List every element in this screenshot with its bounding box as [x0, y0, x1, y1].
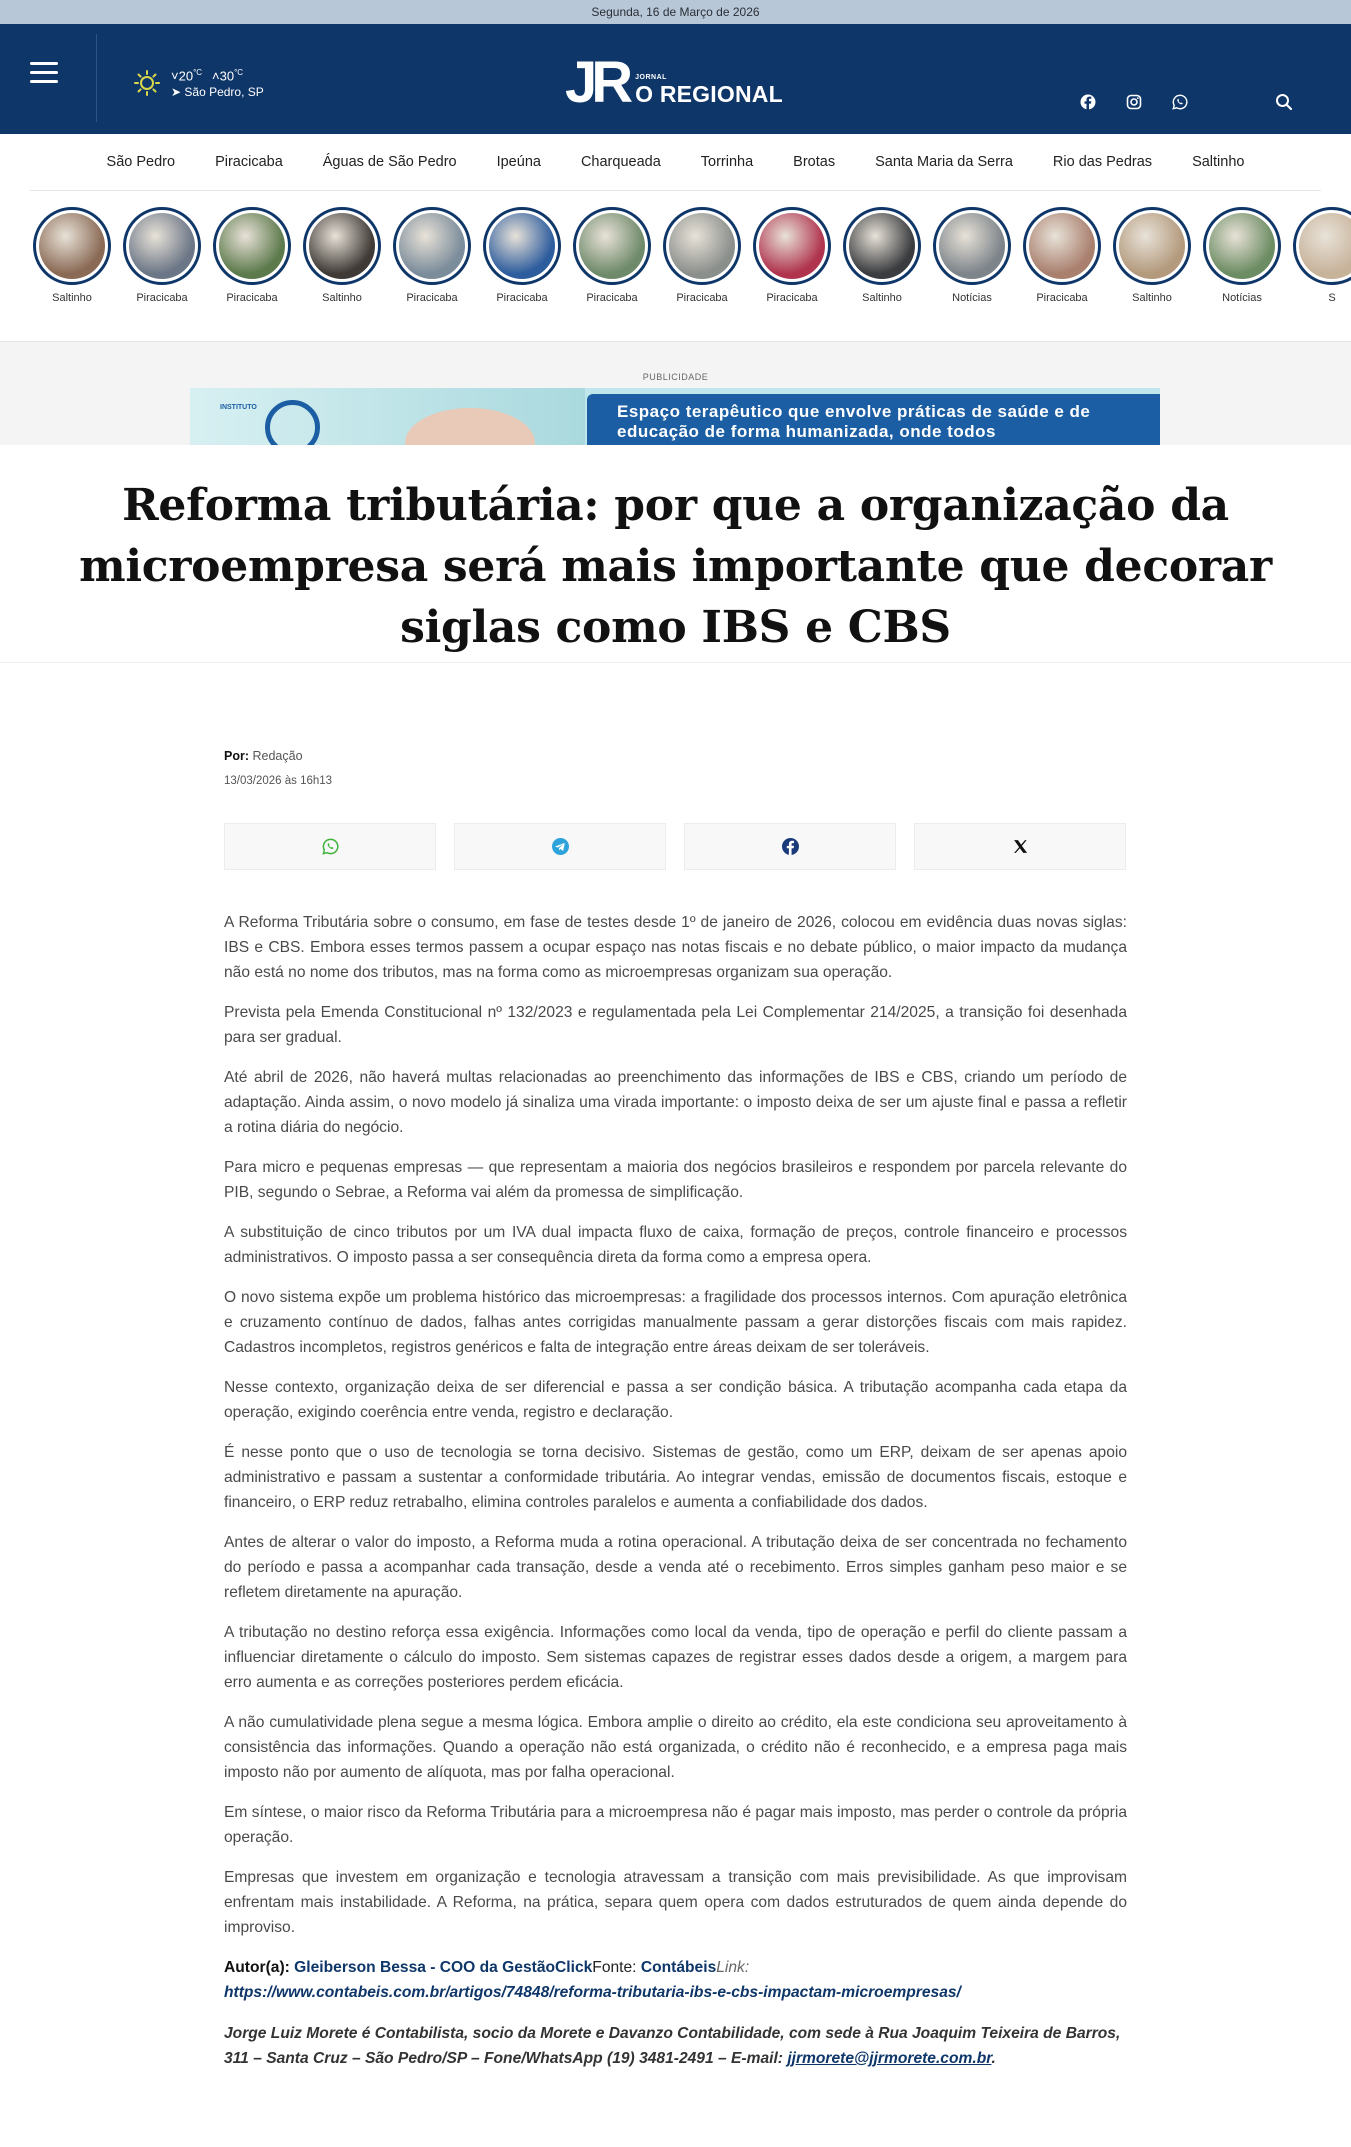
story-item[interactable] [214, 207, 290, 341]
story-thumbnail [213, 207, 291, 285]
ad-banner[interactable] [190, 388, 1160, 445]
story-label: Piracicaba [406, 292, 458, 304]
nav-item[interactable]: Charqueada [580, 154, 661, 170]
story-item[interactable] [1024, 207, 1100, 341]
share-whatsapp-button[interactable] [224, 823, 436, 870]
story-thumbnail [753, 207, 831, 285]
article-credit [224, 1955, 1127, 2005]
byline-author: Redação [252, 749, 303, 763]
article-body [224, 910, 1127, 2071]
social-links [1080, 94, 1188, 110]
nav-item[interactable]: Torrinha [700, 154, 754, 170]
nav-item[interactable]: Brotas [793, 154, 836, 170]
story-label: Piracicaba [226, 292, 278, 304]
logo-small-text: JORNAL [635, 74, 667, 81]
story-image [219, 213, 285, 279]
date-bar [0, 0, 1351, 24]
article-paragraph: A Reforma Tributária sobre o consumo, em fase de testes desde 1º de janeiro de 2026, colocou em evidência duas novas siglas: IBS e CBS. Embora esses termos passem a ocupar espaço nas notas fiscais e no debate público, o maior impacto da mudança não está no nome dos tributos, mas na forma como as microempresas organizam sua operação. [224, 914, 1127, 981]
story-image [129, 213, 195, 279]
byline-label: Por: [224, 749, 249, 763]
article-paragraph: A não cumulatividade plena segue a mesma lógica. Embora amplie o direito ao crédito, ela este condiciona seu aproveitamento à consistência das informações. Quando a operação não está organizada, o crédito não é reconhecido, e a empresa paga mais imposto não por aumento de alíquota, mas por falha operacional. [224, 1714, 1127, 1781]
header-divider [96, 34, 97, 122]
temp-min: $˅20^{^\circ C}$ [171, 68, 203, 84]
story-thumbnail [573, 207, 651, 285]
article-paragraph: A tributação no destino reforça essa exigência. Informações como local da venda, tipo de operação e perfil do cliente passam a influenciar diretamente o cálculo do imposto. Sem sistemas capazes de registrar esses dados desde a origem, a margem para erro aumenta e as correções posteriores perdem eficácia. [224, 1624, 1127, 1691]
story-image [849, 213, 915, 279]
nav-item[interactable]: São Pedro [106, 154, 176, 170]
story-item[interactable] [304, 207, 380, 341]
current-date: Segunda, 16 de Março de 2026 [591, 5, 760, 19]
stories-carousel [0, 191, 1351, 342]
story-thumbnail [1113, 207, 1191, 285]
story-label: S [1328, 292, 1336, 304]
story-thumbnail [33, 207, 111, 285]
share-facebook-button[interactable] [684, 823, 896, 870]
author-bio [224, 2021, 1127, 2071]
article-meta [224, 749, 332, 787]
article-paragraph: Para micro e pequenas empresas — que representam a maioria dos negócios brasileiros e respondem por parcela relevante do PIB, segundo o Sebrae, a Reforma vai além da promessa de simplificação. [224, 1159, 1127, 1201]
story-image [1029, 213, 1095, 279]
story-label: Piracicaba [766, 292, 818, 304]
credit-author-name: Gleiberson Bessa - COO da GestãoClick [294, 1959, 593, 1976]
story-image [1119, 213, 1185, 279]
story-label: Saltinho [862, 292, 902, 304]
story-thumbnail [393, 207, 471, 285]
logo-name: O REGIONAL [635, 81, 783, 107]
story-thumbnail [1293, 207, 1351, 285]
story-item[interactable] [124, 207, 200, 341]
story-image [1209, 213, 1275, 279]
story-item[interactable] [934, 207, 1010, 341]
story-image [759, 213, 825, 279]
story-item[interactable] [394, 207, 470, 341]
credit-author-label: Autor(a): [224, 1959, 290, 1976]
article-paragraph: O novo sistema expõe um problema histórico das microempresas: a fragilidade dos processos internos. Com apuração eletrônica e cruzamento contínuo de dados, falhas antes corrigidas manualmente passam a gerar distorções fiscais com mais rapidez. Cadastros incompletos, registros genéricos e falta de integração entre áreas deixam de ser toleráveis. [224, 1289, 1127, 1356]
nav-item[interactable]: Saltinho [1192, 154, 1245, 170]
story-item[interactable] [1114, 207, 1190, 341]
nav-item[interactable]: Águas de São Pedro [322, 154, 457, 170]
article-title: Reforma tributária: por que a organização da microempresa será mais importante que decorar siglas como IBS e CBS [79, 480, 1272, 653]
story-item[interactable] [754, 207, 830, 341]
menu-line [30, 80, 58, 83]
story-label: Piracicaba [676, 292, 728, 304]
weather-widget [133, 64, 264, 101]
article-paragraph: Nesse contexto, organização deixa de ser diferencial e passa a ser condição básica. A tributação acompanha cada etapa da operação, exigindo coerência entre venda, registro e declaração. [224, 1379, 1127, 1421]
sun-icon [133, 69, 161, 97]
story-image [399, 213, 465, 279]
story-image [939, 213, 1005, 279]
story-item[interactable] [1294, 207, 1351, 341]
story-label: Saltinho [1132, 292, 1172, 304]
story-item[interactable] [34, 207, 110, 341]
search-icon[interactable] [1275, 93, 1293, 111]
story-label: Notícias [1222, 292, 1262, 304]
menu-button[interactable] [30, 62, 58, 88]
story-thumbnail [843, 207, 921, 285]
credit-source-name: Contábeis [640, 1959, 717, 1976]
ad-small-text: INSTITUTO [220, 404, 257, 411]
article-paragraph: Até abril de 2026, não haverá multas relacionadas ao preenchimento das informações de IBS e CBS, criando um período de adaptação. Ainda assim, o novo modelo já sinaliza uma virada importante: o imposto deixa de ser um ajuste final e passa a refletir a rotina diária do negócio. [224, 1069, 1127, 1136]
article-paragraph: Em síntese, o maior risco da Reforma Tributária para a microempresa não é pagar mais imposto, mas perder o controle da própria operação. [224, 1804, 1127, 1846]
credit-source-label: Fonte: [592, 1959, 637, 1976]
article-paragraph: A substituição de cinco tributos por um IVA dual impacta fluxo de caixa, formação de preços, controle financeiro e processos administrativos. O imposto passa a ser consequência direta da forma como a empresa opera. [224, 1224, 1127, 1266]
credit-link-label: Link: [716, 1959, 750, 1976]
story-thumbnail [483, 207, 561, 285]
share-bar [224, 823, 1126, 870]
menu-line [30, 71, 58, 74]
site-logo[interactable] [565, 50, 783, 115]
ad-zone [0, 342, 1351, 445]
x-icon [1012, 838, 1029, 855]
story-image [669, 213, 735, 279]
nav-item[interactable]: Santa Maria da Serra [875, 154, 1013, 170]
share-telegram-button[interactable] [454, 823, 666, 870]
facebook-icon[interactable] [1080, 94, 1096, 110]
bio-email-link[interactable]: jjrmorete@jjrmorete.com.br [787, 2050, 992, 2067]
ad-image [190, 388, 585, 445]
story-label: Piracicaba [496, 292, 548, 304]
nav-item[interactable]: Ipeúna [496, 154, 541, 170]
story-label: Saltinho [52, 292, 92, 304]
ad-photo [405, 408, 535, 445]
ad-logo-shape [265, 400, 320, 445]
weather-location: ➤ São Pedro, SP [171, 85, 264, 100]
story-label: Piracicaba [586, 292, 638, 304]
whatsapp-icon[interactable] [1172, 94, 1188, 110]
story-image [579, 213, 645, 279]
story-image [39, 213, 105, 279]
bio-end: . [991, 2050, 996, 2067]
article-header [0, 445, 1351, 663]
story-label: Piracicaba [136, 292, 188, 304]
temp-max: $˄30^{^\circ C}$ [212, 68, 244, 84]
story-image [489, 213, 555, 279]
city-nav [30, 134, 1321, 191]
story-item[interactable] [844, 207, 920, 341]
story-thumbnail [123, 207, 201, 285]
publish-date: 13/03/2026 às 16h13 [224, 775, 333, 787]
bio-text: Jorge Luiz Morete é Contabilista, socio da Morete e Davanzo Contabilidade, com sede à Rua Joaquim Teixeira de Barros, 311 – Santa Cruz – São Pedro/SP – Fone/WhatsApp (19) 3481-2491 – E-mail: [224, 2025, 1121, 2067]
nav-item[interactable]: Rio das Pedras [1052, 154, 1153, 170]
story-item[interactable] [484, 207, 560, 341]
article-paragraph: Prevista pela Emenda Constitucional nº 132/2023 e regulamentada pela Lei Complementar 214/2025, a transição foi desenhada para ser gradual. [224, 1004, 1127, 1046]
article-paragraph: É nesse ponto que o uso de tecnologia se torna decisivo. Sistemas de gestão, como um ERP, deixam de ser apenas apoio administrativo e passam a sustentar a conformidade tributária. Ao integrar vendas, emissão de documentos fiscais, estoque e financeiro, o ERP reduz retrabalho, elimina controles paralelos e aumenta a confiabilidade dos dados. [224, 1444, 1127, 1511]
story-label: Saltinho [322, 292, 362, 304]
story-thumbnail [933, 207, 1011, 285]
credit-link[interactable]: https://www.contabeis.com.br/artigos/74848/reforma-tributaria-ibs-e-cbs-impactam-microempresas/ [224, 1984, 961, 2001]
instagram-icon[interactable] [1126, 94, 1142, 110]
story-item[interactable] [664, 207, 740, 341]
ad-label: PUBLICIDADE [642, 372, 709, 382]
story-label: Notícias [952, 292, 992, 304]
whatsapp-icon [322, 838, 339, 855]
share-x-button[interactable] [914, 823, 1126, 870]
story-item[interactable] [574, 207, 650, 341]
article-paragraph: Empresas que investem em organização e tecnologia atravessam a transição com mais previsibilidade. As que improvisam enfrentam mais instabilidade. A Reforma, na prática, separa quem opera com dados estruturados de quem ainda depende do improviso. [224, 1869, 1127, 1936]
facebook-icon [782, 838, 799, 855]
nav-item[interactable]: Piracicaba [215, 154, 283, 170]
article-paragraph: Antes de alterar o valor do imposto, a Reforma muda a rotina operacional. A tributação deixa de ser concentrada no fechamento do período e passa a acompanhar cada transação, desde a venda até o recebimento. Erros simples ganham peso maior e se refletem diretamente na apuração. [224, 1534, 1127, 1601]
story-image [1299, 213, 1351, 279]
story-item[interactable] [1204, 207, 1280, 341]
story-thumbnail [1203, 207, 1281, 285]
story-thumbnail [303, 207, 381, 285]
story-label: Piracicaba [1036, 292, 1088, 304]
menu-line [30, 62, 58, 65]
logo-mark: JR [565, 50, 628, 115]
telegram-icon [552, 838, 569, 855]
site-header [0, 24, 1351, 134]
story-thumbnail [663, 207, 741, 285]
story-thumbnail [1023, 207, 1101, 285]
story-image [309, 213, 375, 279]
ad-text: Espaço terapêutico que envolve práticas de saúde e de educação de forma humanizada, onde todos [587, 394, 1160, 445]
